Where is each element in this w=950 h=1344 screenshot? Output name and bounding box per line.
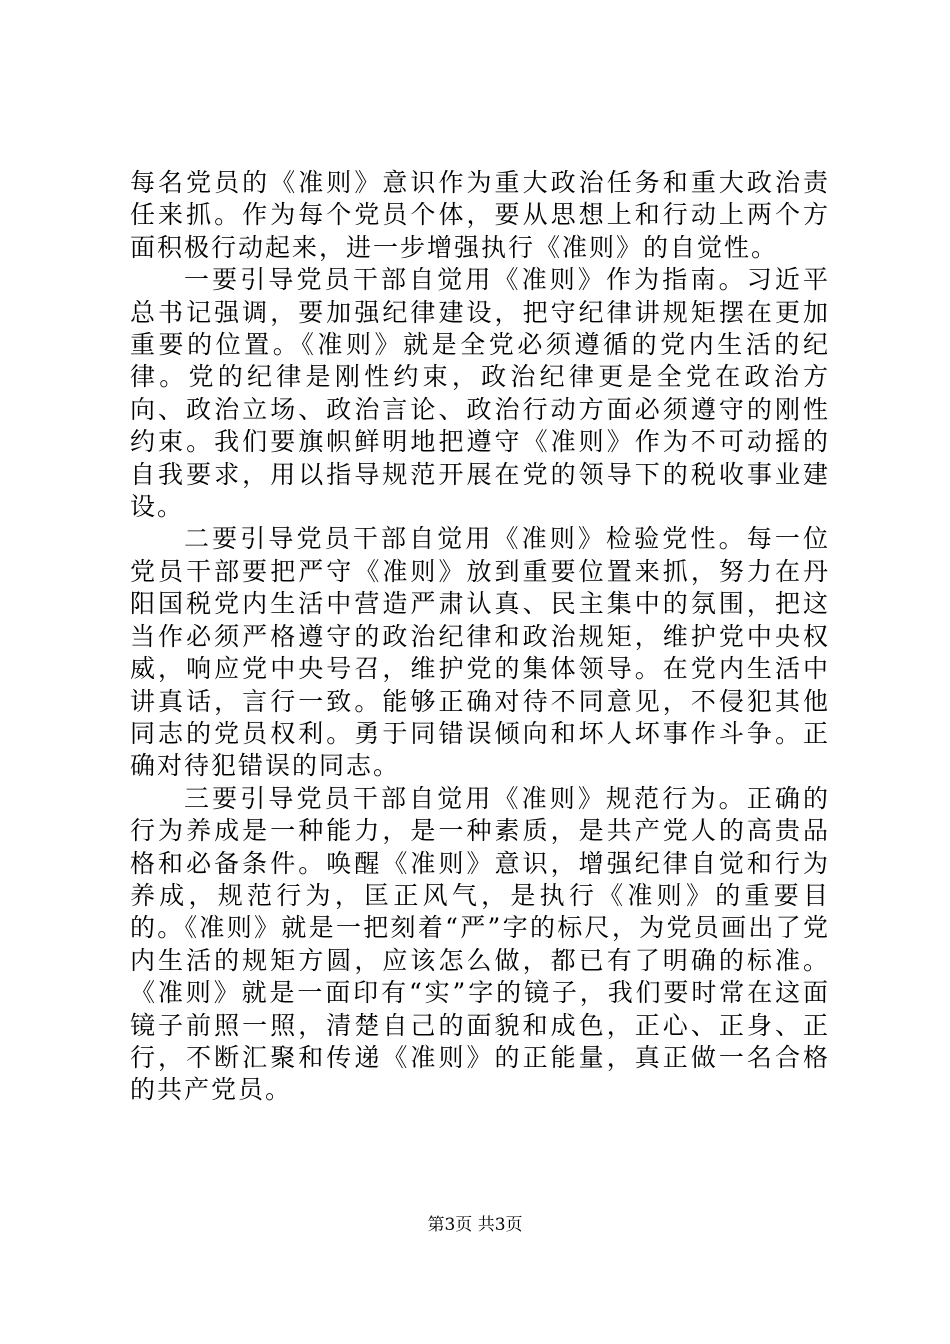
body-text — [130, 167, 830, 1107]
paragraph-2: 一要引导党员干部自觉用《准则》作为指南。习近平总书记强调，要加强纪律建设，把守纪律讲规矩摆在更加重要的位置。《准则》就是全党必须遵循的党内生活的纪律。党的纪律是刚性约束，政治纪律更是全党在政治方向、政治立场、政治言论、政治行动方面必须遵守的刚性约束。我们要旗帜鲜明地把遵守《准则》作为不可动摇的自我要求，用以指导规范开展在党的领导下的税收事业建设。 — [130, 265, 830, 522]
paragraph-3: 二要引导党员干部自觉用《准则》检验党性。每一位党员干部要把严守《准则》放到重要位置来抓，努力在丹阳国税党内生活中营造严肃认真、民主集中的氛围，把这当作必须严格遵守的政治纪律和政治规矩，维护党中央权威，响应党中央号召，维护党的集体领导。在党内生活中讲真话，言行一致。能够正确对待不同意见，不侵犯其他同志的党员权利。勇于同错误倾向和坏人坏事作斗争。正确对待犯错误的同志。 — [130, 524, 830, 781]
paragraph-4: 三要引导党员干部自觉用《准则》规范行为。正确的行为养成是一种能力，是一种素质，是共产党人的高贵品格和必备条件。唤醒《准则》意识，增强纪律自觉和行为养成，规范行为，匡正风气，是执行《准则》的重要目的。《准则》就是一把刻着“严”字的标尺，为党员画出了党内生活的规矩方圆，应该怎么做，都已有了明确的标准。《准则》就是一面印有“实”字的镜子，我们要时常在这面镜子前照一照，清楚自己的面貌和成色，正心、正身、正行，不断汇聚和传递《准则》的正能量，真正做一名合格的共产党员。 — [130, 783, 830, 1105]
page-footer: 第3页 共3页 — [427, 1215, 523, 1235]
paragraph-1: 每名党员的《准则》意识作为重大政治任务和重大政治责任来抓。作为每个党员个体，要从思想上和行动上两个方面积极行动起来，进一步增强执行《准则》的自觉性。 — [130, 168, 830, 262]
